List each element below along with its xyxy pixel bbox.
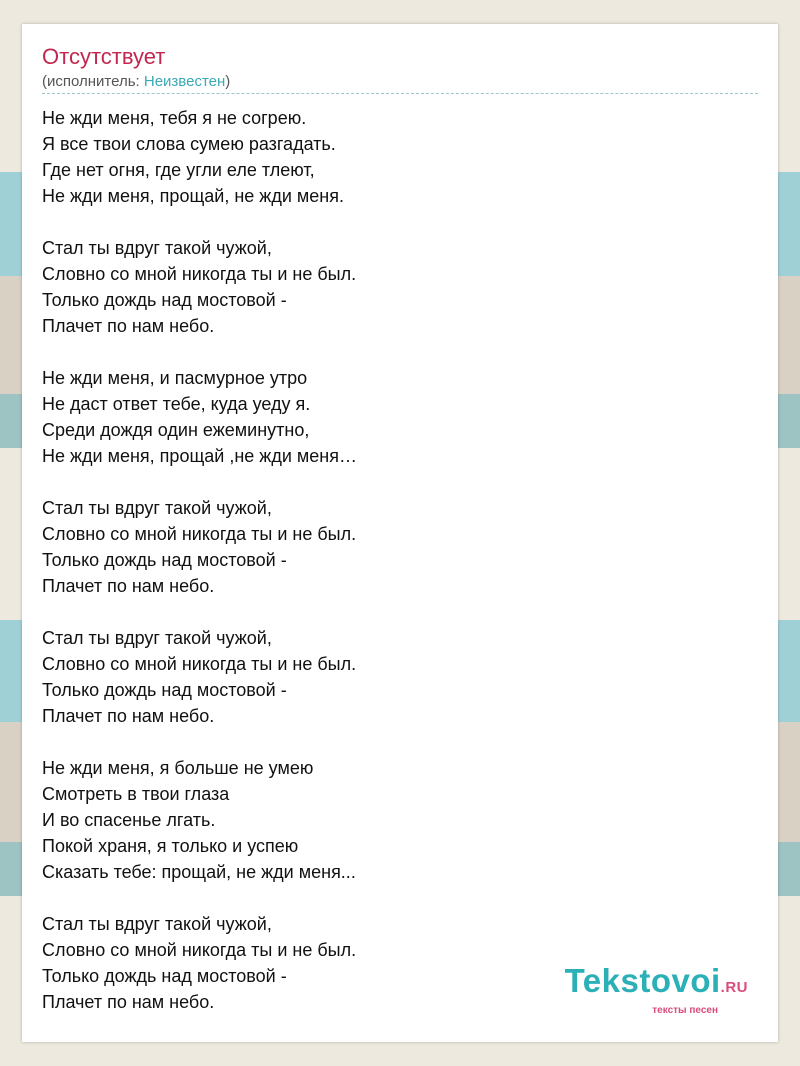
- stanza: [42, 495, 742, 599]
- stanza-gap: [42, 469, 742, 495]
- artist-link[interactable]: Неизвестен: [143, 73, 226, 90]
- lyric-line: Только дождь над мостовой -: [42, 290, 287, 310]
- stanza-gap: [42, 885, 742, 911]
- lyric-line: Только дождь над мостовой -: [42, 680, 287, 700]
- artist-suffix: ): [225, 73, 231, 90]
- lyric-line: Среди дождя один ежеминутно,: [42, 420, 310, 440]
- lyric-line: Не жди меня, и пасмурное утро: [42, 368, 308, 388]
- lyric-line: Сказать тебе: прощай, не жди меня...: [42, 862, 356, 882]
- lyric-line: Плачет по нам небо.: [42, 576, 215, 596]
- lyric-line: Стал ты вдруг такой чужой,: [42, 914, 272, 934]
- stanza: [42, 235, 742, 339]
- lyric-line: Словно со мной никогда ты и не был.: [42, 654, 357, 674]
- lyric-line: Словно со мной никогда ты и не был.: [42, 524, 357, 544]
- artist-line: [42, 72, 230, 92]
- logo-tagline: тексты песен: [652, 1005, 718, 1016]
- lyric-line: Только дождь над мостовой -: [42, 966, 287, 986]
- lyric-line: Не жди меня, прощай ,не жди меня…: [42, 446, 357, 466]
- lyric-line: Стал ты вдруг такой чужой,: [42, 238, 272, 258]
- lyric-line: Плачет по нам небо.: [42, 992, 215, 1012]
- stanza: [42, 625, 742, 729]
- logo-wordmark: [565, 964, 748, 1005]
- lyric-line: Плачет по нам небо.: [42, 706, 215, 726]
- lyric-line: Где нет огня, где угли еле тлеют,: [42, 160, 315, 180]
- lyrics-card: [22, 24, 778, 1042]
- lyric-line: Не жди меня, я больше не умею: [42, 758, 314, 778]
- lyric-line: Я все твои слова сумею разгадать.: [42, 134, 336, 154]
- stanza: [42, 755, 742, 885]
- stanza-gap: [42, 209, 742, 235]
- lyric-line: Плачет по нам небо.: [42, 316, 215, 336]
- lyric-line: Смотреть в твои глаза: [42, 784, 230, 804]
- lyric-line: И во спасенье лгать.: [42, 810, 216, 830]
- lyric-line: Не даст ответ тебе, куда уеду я.: [42, 394, 311, 414]
- divider: [42, 93, 758, 94]
- lyric-line: Только дождь над мостовой -: [42, 550, 287, 570]
- site-logo[interactable]: [565, 964, 748, 1016]
- song-title: Отсутствует: [42, 44, 166, 69]
- lyric-line: Словно со мной никогда ты и не был.: [42, 940, 357, 960]
- lyric-line: Не жди меня, прощай, не жди меня.: [42, 186, 344, 206]
- lyrics-body: [42, 105, 742, 1015]
- stanza-gap: [42, 729, 742, 755]
- stanza: [42, 105, 742, 209]
- lyric-line: Стал ты вдруг такой чужой,: [42, 628, 272, 648]
- lyric-line: Покой храня, я только и успею: [42, 836, 299, 856]
- logo-name: Tekstovoi: [564, 962, 721, 999]
- lyric-line: Стал ты вдруг такой чужой,: [42, 498, 272, 518]
- artist-prefix: (исполнитель:: [42, 73, 144, 90]
- lyric-line: Не жди меня, тебя я не согрею.: [42, 108, 307, 128]
- logo-tld: .RU: [720, 979, 748, 996]
- lyric-line: Словно со мной никогда ты и не был.: [42, 264, 357, 284]
- stanza: [42, 365, 742, 469]
- stanza-gap: [42, 599, 742, 625]
- stanza-gap: [42, 339, 742, 365]
